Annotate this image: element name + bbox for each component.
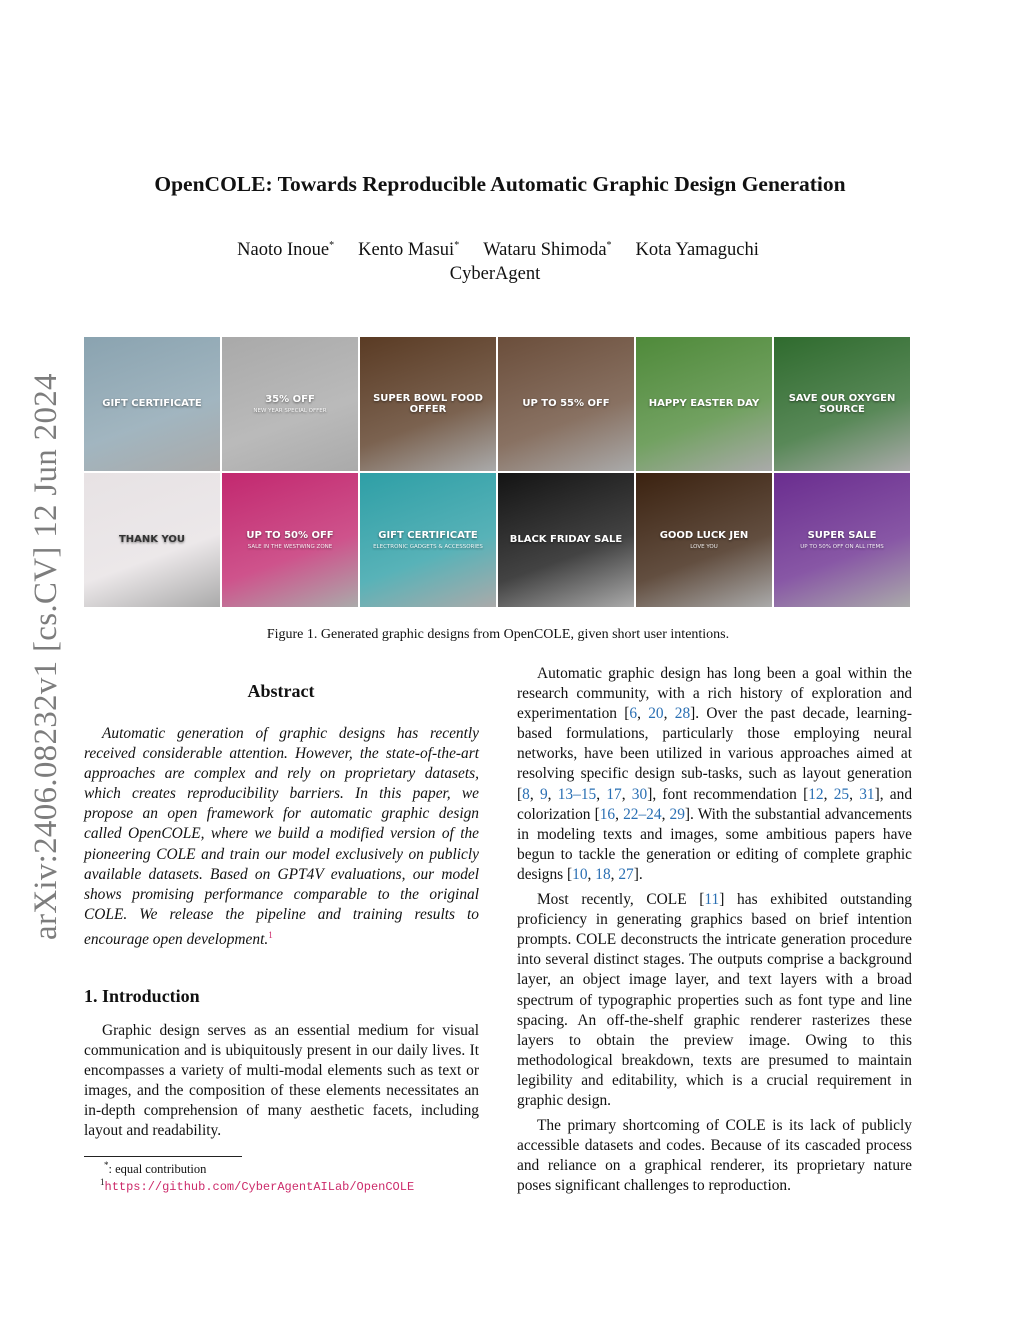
footnote-text: : equal contribution (108, 1162, 207, 1177)
design-sample-image (84, 337, 220, 471)
design-sample-subtext: SALE IN THE WESTWING ZONE (247, 544, 333, 551)
paper-title: OpenCOLE: Towards Reproducible Automatic Graphic Design Generation (154, 172, 846, 196)
design-sample-image (222, 337, 358, 471)
paragraph-text: , (637, 705, 649, 723)
citation-link[interactable]: 20 (648, 705, 664, 723)
design-sample-image (222, 473, 358, 607)
paragraph-text: ] has exhibited outstanding proficiency in generating graphics based on brief intention prompts. COLE deconstructs the intricate generation procedure into several distinct stages. The outputs comprise a background layer, an object image layer, and text layers with a broad spectrum of typographic properties such as font type and line spacing. An off-the-shelf graphic renderer rasterizes these layers to obtain the preview image. Owing to this methodological breakdown, texts are presumed to maintain legibility and editability, which is a crucial requirement in graphic design. (517, 891, 913, 1109)
paragraph-text: ]. Over the past decade, learning-based formulations, particularly those employing neural networks, have been utilized in various approaches aimed at resolving specific design sub-tasks, such as layout generation [ (517, 705, 912, 803)
citation-link[interactable]: 28 (674, 705, 691, 723)
paragraph-text: , (610, 865, 619, 883)
citation-link[interactable]: 13–15 (557, 785, 597, 803)
affiliation: CyberAgent (449, 264, 541, 284)
design-sample-image (84, 473, 220, 607)
design-sample-headline: UP TO 50% OFF SALE IN THE WESTWING ZONE (246, 529, 334, 551)
paragraph-text: ]. (633, 865, 643, 883)
citation-link[interactable]: 25 (833, 785, 850, 803)
abstract-heading: Abstract (247, 681, 315, 701)
design-sample-subtext: UP TO 50% OFF ON ALL ITEMS (800, 544, 884, 551)
paragraph-text: , (849, 785, 860, 803)
equal-contribution-mark: * (606, 240, 612, 251)
citation-link[interactable]: 17 (606, 785, 622, 803)
citation-link[interactable]: 10 (572, 865, 588, 883)
paragraph-text: , (661, 805, 670, 823)
section-heading-introduction: 1. Introduction (84, 986, 200, 1006)
design-sample-headline: SAVE OUR OXYGEN SOURCE (788, 392, 896, 415)
citation-link[interactable]: 18 (595, 865, 611, 883)
equal-contribution-mark: * (454, 240, 460, 251)
design-sample-headline: GIFT CERTIFICATE ELECTRONIC GADGETS & ACCESSORIES (373, 529, 483, 551)
author-name: Kento Masui* (358, 240, 460, 261)
citation-link[interactable]: 16 (599, 805, 616, 823)
footnote-rule (84, 1156, 242, 1157)
design-sample-headline: HAPPY EASTER DAY (648, 398, 760, 410)
design-sample-headline: BLACK FRIDAY SALE (509, 534, 623, 546)
design-sample-image (636, 473, 772, 607)
abstract-footnote-mark: 1 (268, 929, 273, 940)
design-sample-image (774, 337, 910, 471)
equal-contribution-mark: * (329, 240, 335, 251)
citation-link[interactable]: 30 (631, 785, 648, 803)
paragraph-text: , (823, 785, 834, 803)
author-name: Wataru Shimoda* (483, 240, 612, 261)
author-list (0, 240, 996, 261)
design-sample-headline: GOOD LUCK JEN LOVE YOU (659, 529, 749, 551)
design-sample-image (360, 337, 496, 471)
footnote-mark: * (104, 1160, 109, 1170)
citation-link[interactable]: 29 (669, 805, 685, 823)
citation-link[interactable]: 9 (539, 785, 548, 803)
design-sample-image (498, 337, 634, 471)
github-link[interactable]: https://github.com/CyberAgentAILab/OpenCOLE (104, 1180, 415, 1195)
paragraph-text: , (663, 705, 675, 723)
design-sample-subtext: LOVE YOU (690, 544, 718, 551)
design-sample-headline: SUPER BOWL FOOD OFFER (373, 392, 483, 415)
introduction-text: Graphic design serves as an essential medium for visual communication and is ubiquitously present in our daily lives. It encompasses a variety of multi-modal elements such as text or images, and the composition of these elements necessitates an in-depth comprehension of many aesthetic facets, including layout and readability. (84, 1022, 479, 1140)
design-sample-image (498, 473, 634, 607)
design-sample-image (636, 337, 772, 471)
design-sample-headline: 35% OFF NEW YEAR SPECIAL OFFER (253, 393, 327, 415)
paragraph-text: , (587, 865, 596, 883)
design-sample-image (774, 473, 910, 607)
figure-1-grid (84, 337, 912, 609)
footnote-mark: 1 (100, 1177, 105, 1187)
design-sample-headline: UP TO 55% OFF (522, 398, 610, 410)
citation-link[interactable]: 31 (859, 785, 875, 803)
introduction-paragraph (84, 1021, 479, 1142)
citation-link[interactable]: 8 (522, 785, 530, 803)
design-sample-subtext: ELECTRONIC GADGETS & ACCESSORIES (373, 544, 483, 551)
citation-link[interactable]: 27 (618, 865, 634, 883)
design-sample-headline: GIFT CERTIFICATE (102, 398, 202, 410)
author-name: Kota Yamaguchi (635, 240, 759, 261)
footnote-url (100, 1177, 414, 1194)
paragraph-2 (517, 890, 912, 1111)
author-name: Naoto Inoue* (237, 240, 335, 261)
design-sample-image (360, 473, 496, 607)
paragraph-text: Most recently, COLE [ (537, 891, 705, 909)
arxiv-identifier: arXiv:2406.08232v1 [cs.CV] 12 Jun 2024 (28, 373, 64, 940)
abstract-text: Automatic generation of graphic designs has recently received considerable attention. However, the state-of-the-art approaches are complex and rely on proprietary datasets, which creates reproducibility barriers. In this paper, we propose an open framework for automatic graphic design called OpenCOLE, where we build a modified version of the pioneering COLE and train our model exclusively on publicly available datasets. Based on GPT4V evaluations, our model shows promising performance comparable to the original COLE. We release the pipeline and training results to encourage open development. (84, 725, 479, 949)
paragraph-text: , (621, 785, 632, 803)
paragraph-text: ]. With the substantial advancements in modeling texts and images, some ambitious papers have begun to tackle the generation or editing of complete graphic designs [ (517, 805, 912, 883)
design-sample-headline: THANK YOU (118, 534, 186, 546)
paragraph-3 (517, 1116, 912, 1196)
citation-link[interactable]: 11 (704, 891, 720, 909)
citation-link[interactable]: 6 (629, 705, 638, 723)
paragraph-text: Automatic graphic design has long been a goal within the research community, with a rich history of exploration and experimentation [ (517, 665, 912, 723)
footnote-equal-contribution (104, 1160, 206, 1177)
abstract-body (84, 724, 479, 950)
citation-link[interactable]: 12 (808, 785, 824, 803)
design-sample-subtext: NEW YEAR SPECIAL OFFER (253, 408, 327, 415)
design-sample-headline: SUPER SALE UP TO 50% OFF ON ALL ITEMS (800, 529, 884, 551)
paragraph-text: , (615, 805, 624, 823)
paragraph-text: ], and colorization [ (517, 785, 913, 823)
citation-link[interactable]: 22–24 (623, 805, 662, 823)
right-column (517, 664, 912, 1201)
paragraph-text: , (596, 785, 607, 803)
paragraph-1 (517, 664, 912, 885)
paragraph-text: , (529, 785, 540, 803)
figure-caption: Figure 1. Generated graphic designs from OpenCOLE, given short user intentions. (266, 627, 730, 642)
paragraph-text: , (547, 785, 558, 803)
paragraph-text: ], font recommendation [ (647, 785, 809, 803)
paragraph-text: The primary shortcoming of COLE is its lack of publicly accessible datasets and codes. Because of its cascaded process and reliance on a graphical renderer, its proprietary nature poses significant challenges to reproduction. (517, 1117, 912, 1195)
